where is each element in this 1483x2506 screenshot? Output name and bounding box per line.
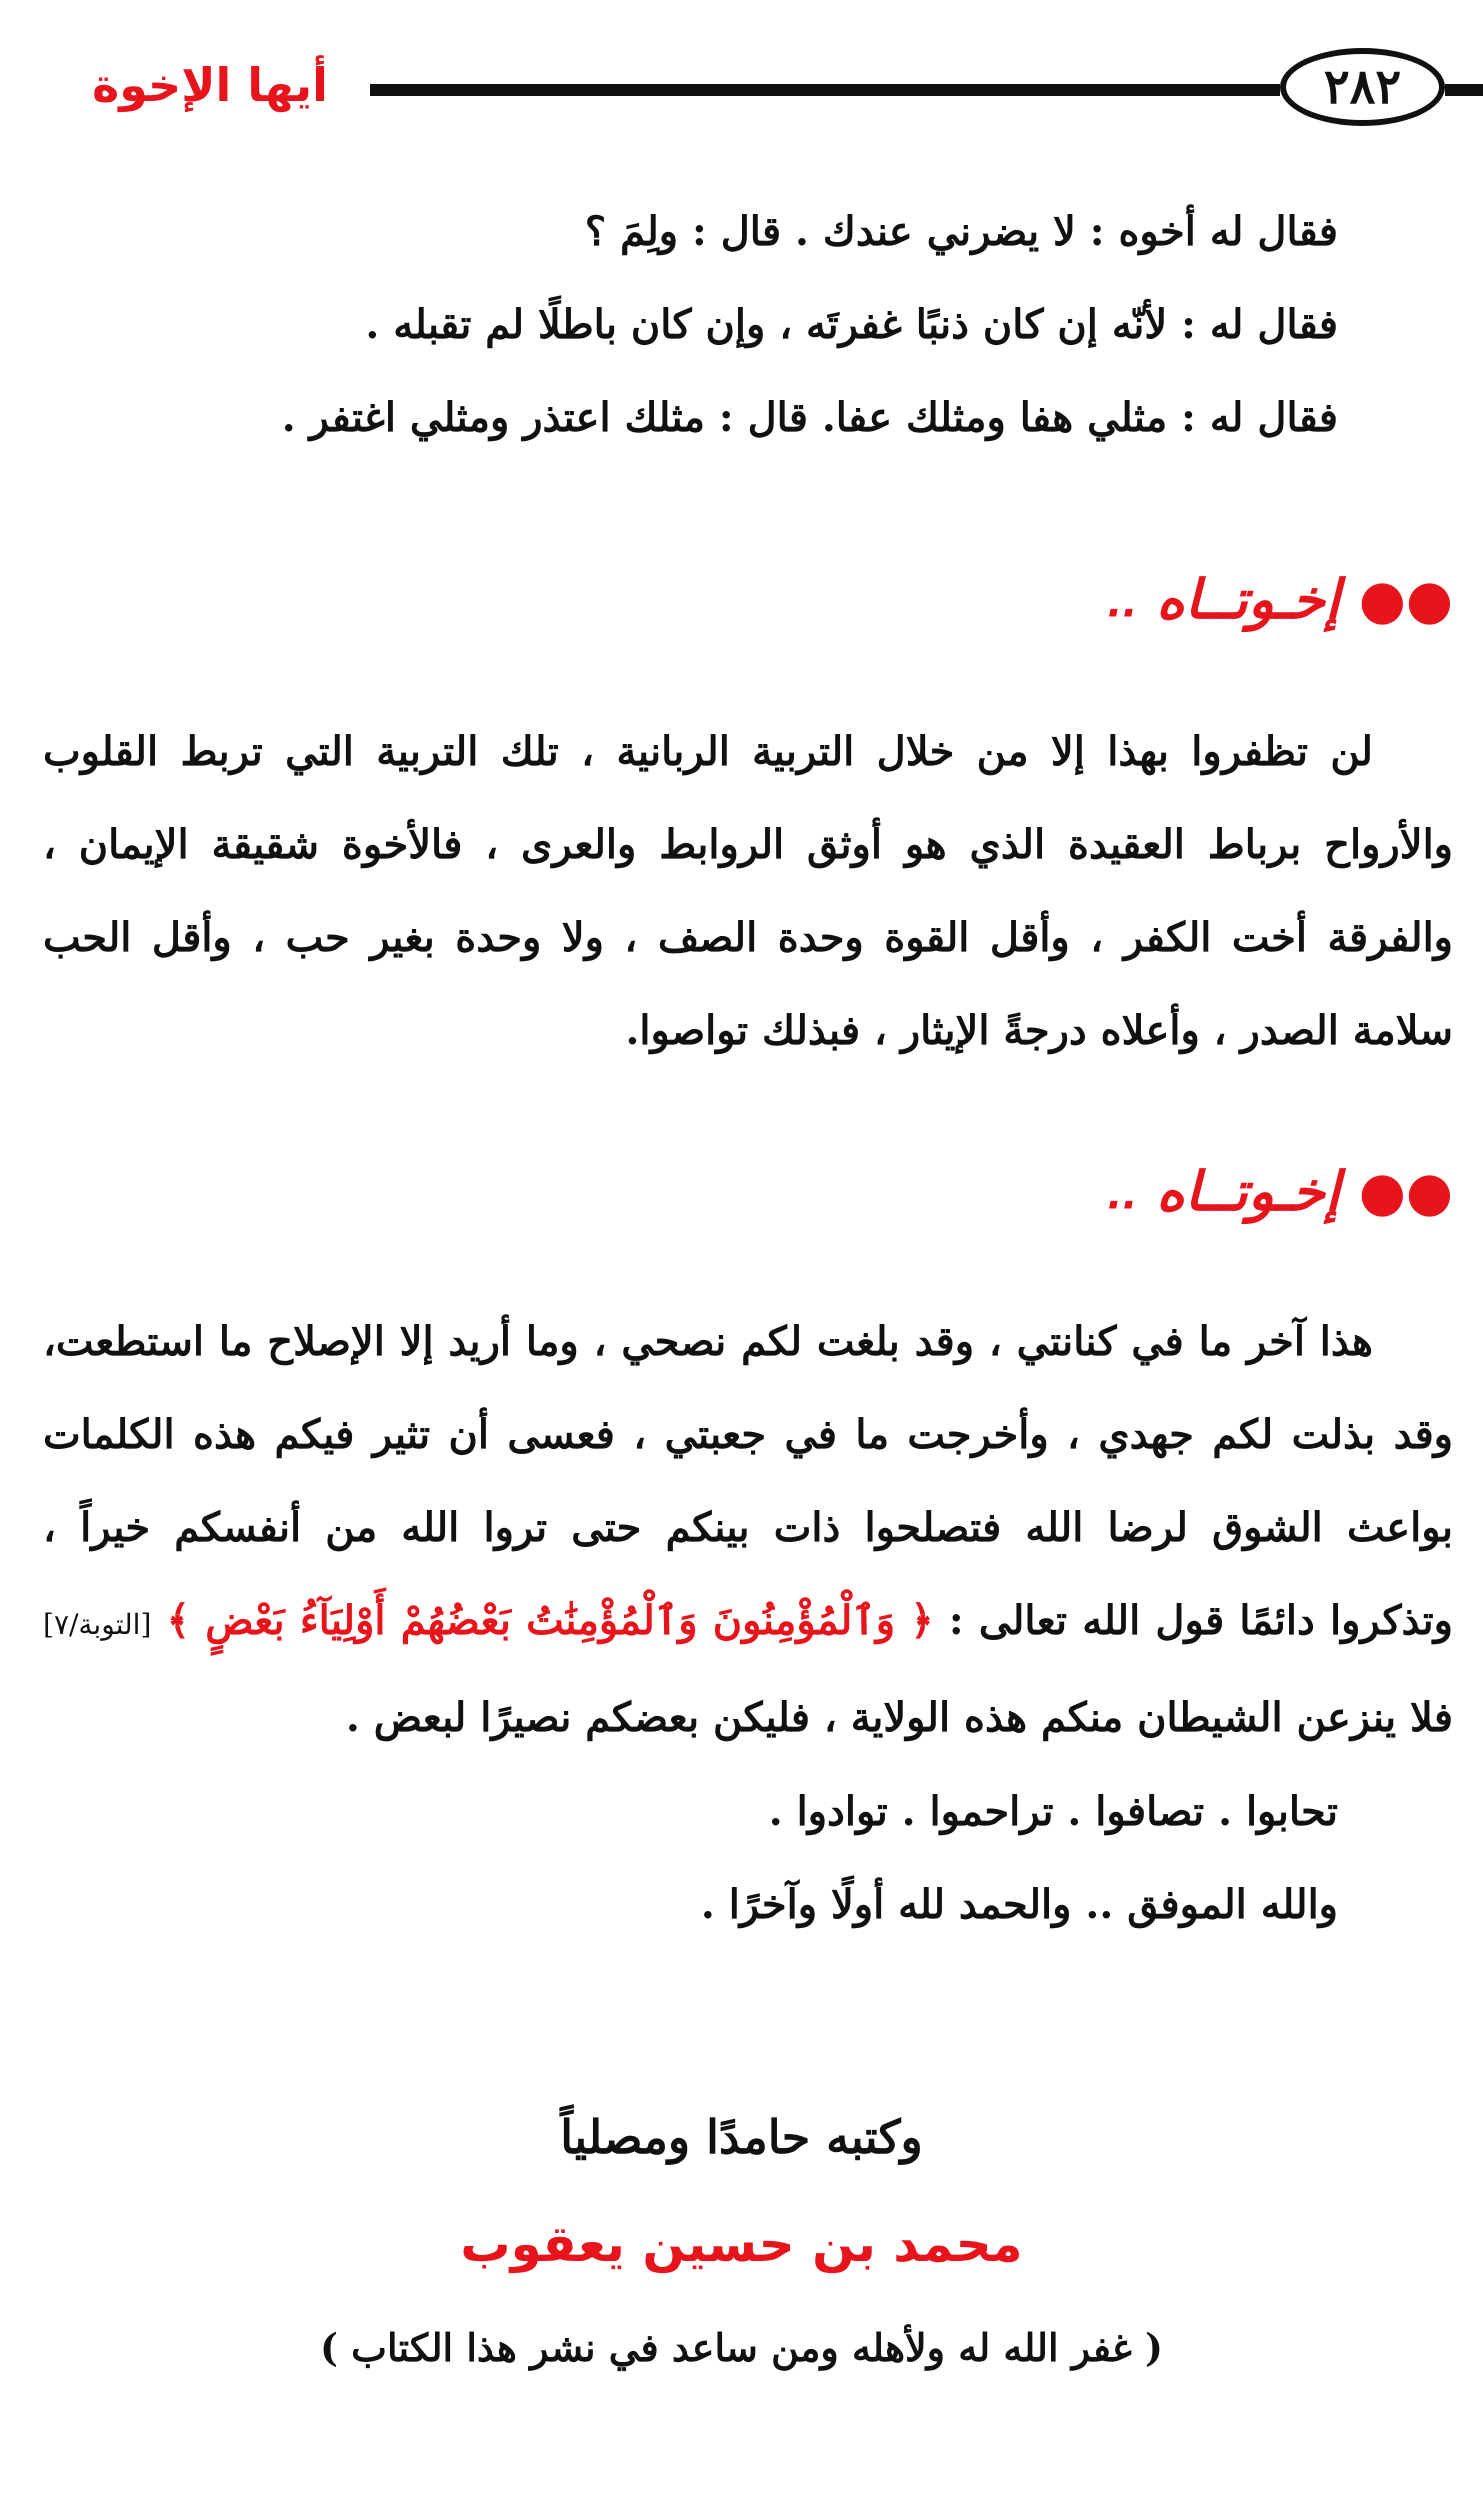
heading-text: إخـوتــاه (1156, 1160, 1340, 1223)
quran-verse: وَٱلْمُؤْمِنُونَ وَٱلْمُؤْمِنَٰتُ بَعْضُهُمْ أَوْلِيَآءُ بَعْضٍ (205, 1597, 896, 1644)
author-name: محمد بن حسين يعقوب (460, 2215, 1023, 2273)
running-title: أيها الإخوة (92, 58, 328, 112)
paragraph-text: فلا ينزعن الشيطان منكم هذه الولاية ، فليكن بعضكم نصيرًا لبعض . (345, 1694, 1453, 1741)
header-rule-left (370, 84, 1280, 96)
intro-line: فقال له : لأنّه إن كان ذنبًا غفرتَه ، وإن كان باطلًا لم تقبله . (365, 301, 1338, 348)
dua-line: ( غفر الله له ولأهله ومن ساعد في نشر هذا الكتاب ) (319, 2325, 1164, 2370)
signature-line: وكتبه حامدًا ومصلياً (560, 2110, 923, 2164)
heading-text: إخـوتــاه (1156, 568, 1340, 631)
closing-line: تحابوا . تصافوا . تراحموا . توادوا . (768, 1788, 1338, 1835)
heading-bullets-icon: ●● (1358, 568, 1453, 631)
paragraph-text: هذا آخر ما في كنانتي ، وقد بلغت لكم نصحي ، وما أريد إلا الإصلاح ما استطعت، وقد بذلت لكم جهدي ، وأخرجت ما في جعبتي ، فعسى أن تثير فيكم هذه الكلمات بواعث الشوق لرضا الله فتصلحوا ذات بينكم حتى تروا الله من أنفسكم خيراً ، وتذكروا دائمًا قول الله تعالى : (43, 1318, 1453, 1644)
heading-dots: .. (1107, 1172, 1138, 1219)
paragraph-1: لن تظفروا بهذا إلا من خلال التربية الربانية ، تلك التربية التي تربط القلوب والأرواح برباط العقيدة الذي هو أوثق الروابط والعرى ، فالأخوة شقيقة الإيمان ، والفرقة أخت الكفر ، وأقل القوة وحدة الصف ، ولا وحدة بغير حب ، وأقل الحب سلامة الصدر ، وأعلاه درجةً الإيثار ، فبذلك تواصوا. (43, 728, 1453, 1054)
section-heading-1 (1107, 568, 1453, 631)
heading-dots: .. (1107, 580, 1138, 627)
header-rule-right (1445, 84, 1483, 96)
verse-brace-close: ﴾ (166, 1597, 191, 1644)
closing-line: والله الموفق .. والحمد لله أولًا وآخرًا . (700, 1881, 1338, 1928)
heading-bullets-icon: ●● (1358, 1160, 1453, 1223)
paragraph-2 (43, 1295, 1453, 1764)
intro-dialogue (48, 185, 1338, 464)
verse-brace-open: ﴿ (910, 1597, 934, 1644)
verse-reference: [التوبة/٧] (43, 1608, 152, 1641)
intro-line: فقال له : مثلي هفا ومثلك عفا. قال : مثلك اعتذر ومثلي اغتفر . (281, 394, 1338, 441)
intro-line: فقال له أخوه : لا يضرني عندك . قال : ولِمَ ؟ (584, 208, 1338, 255)
page-header (70, 40, 1445, 140)
page-number: ٢٨٢ (1280, 48, 1445, 126)
section-heading-2 (1107, 1160, 1453, 1223)
closing-lines (48, 1765, 1338, 1951)
